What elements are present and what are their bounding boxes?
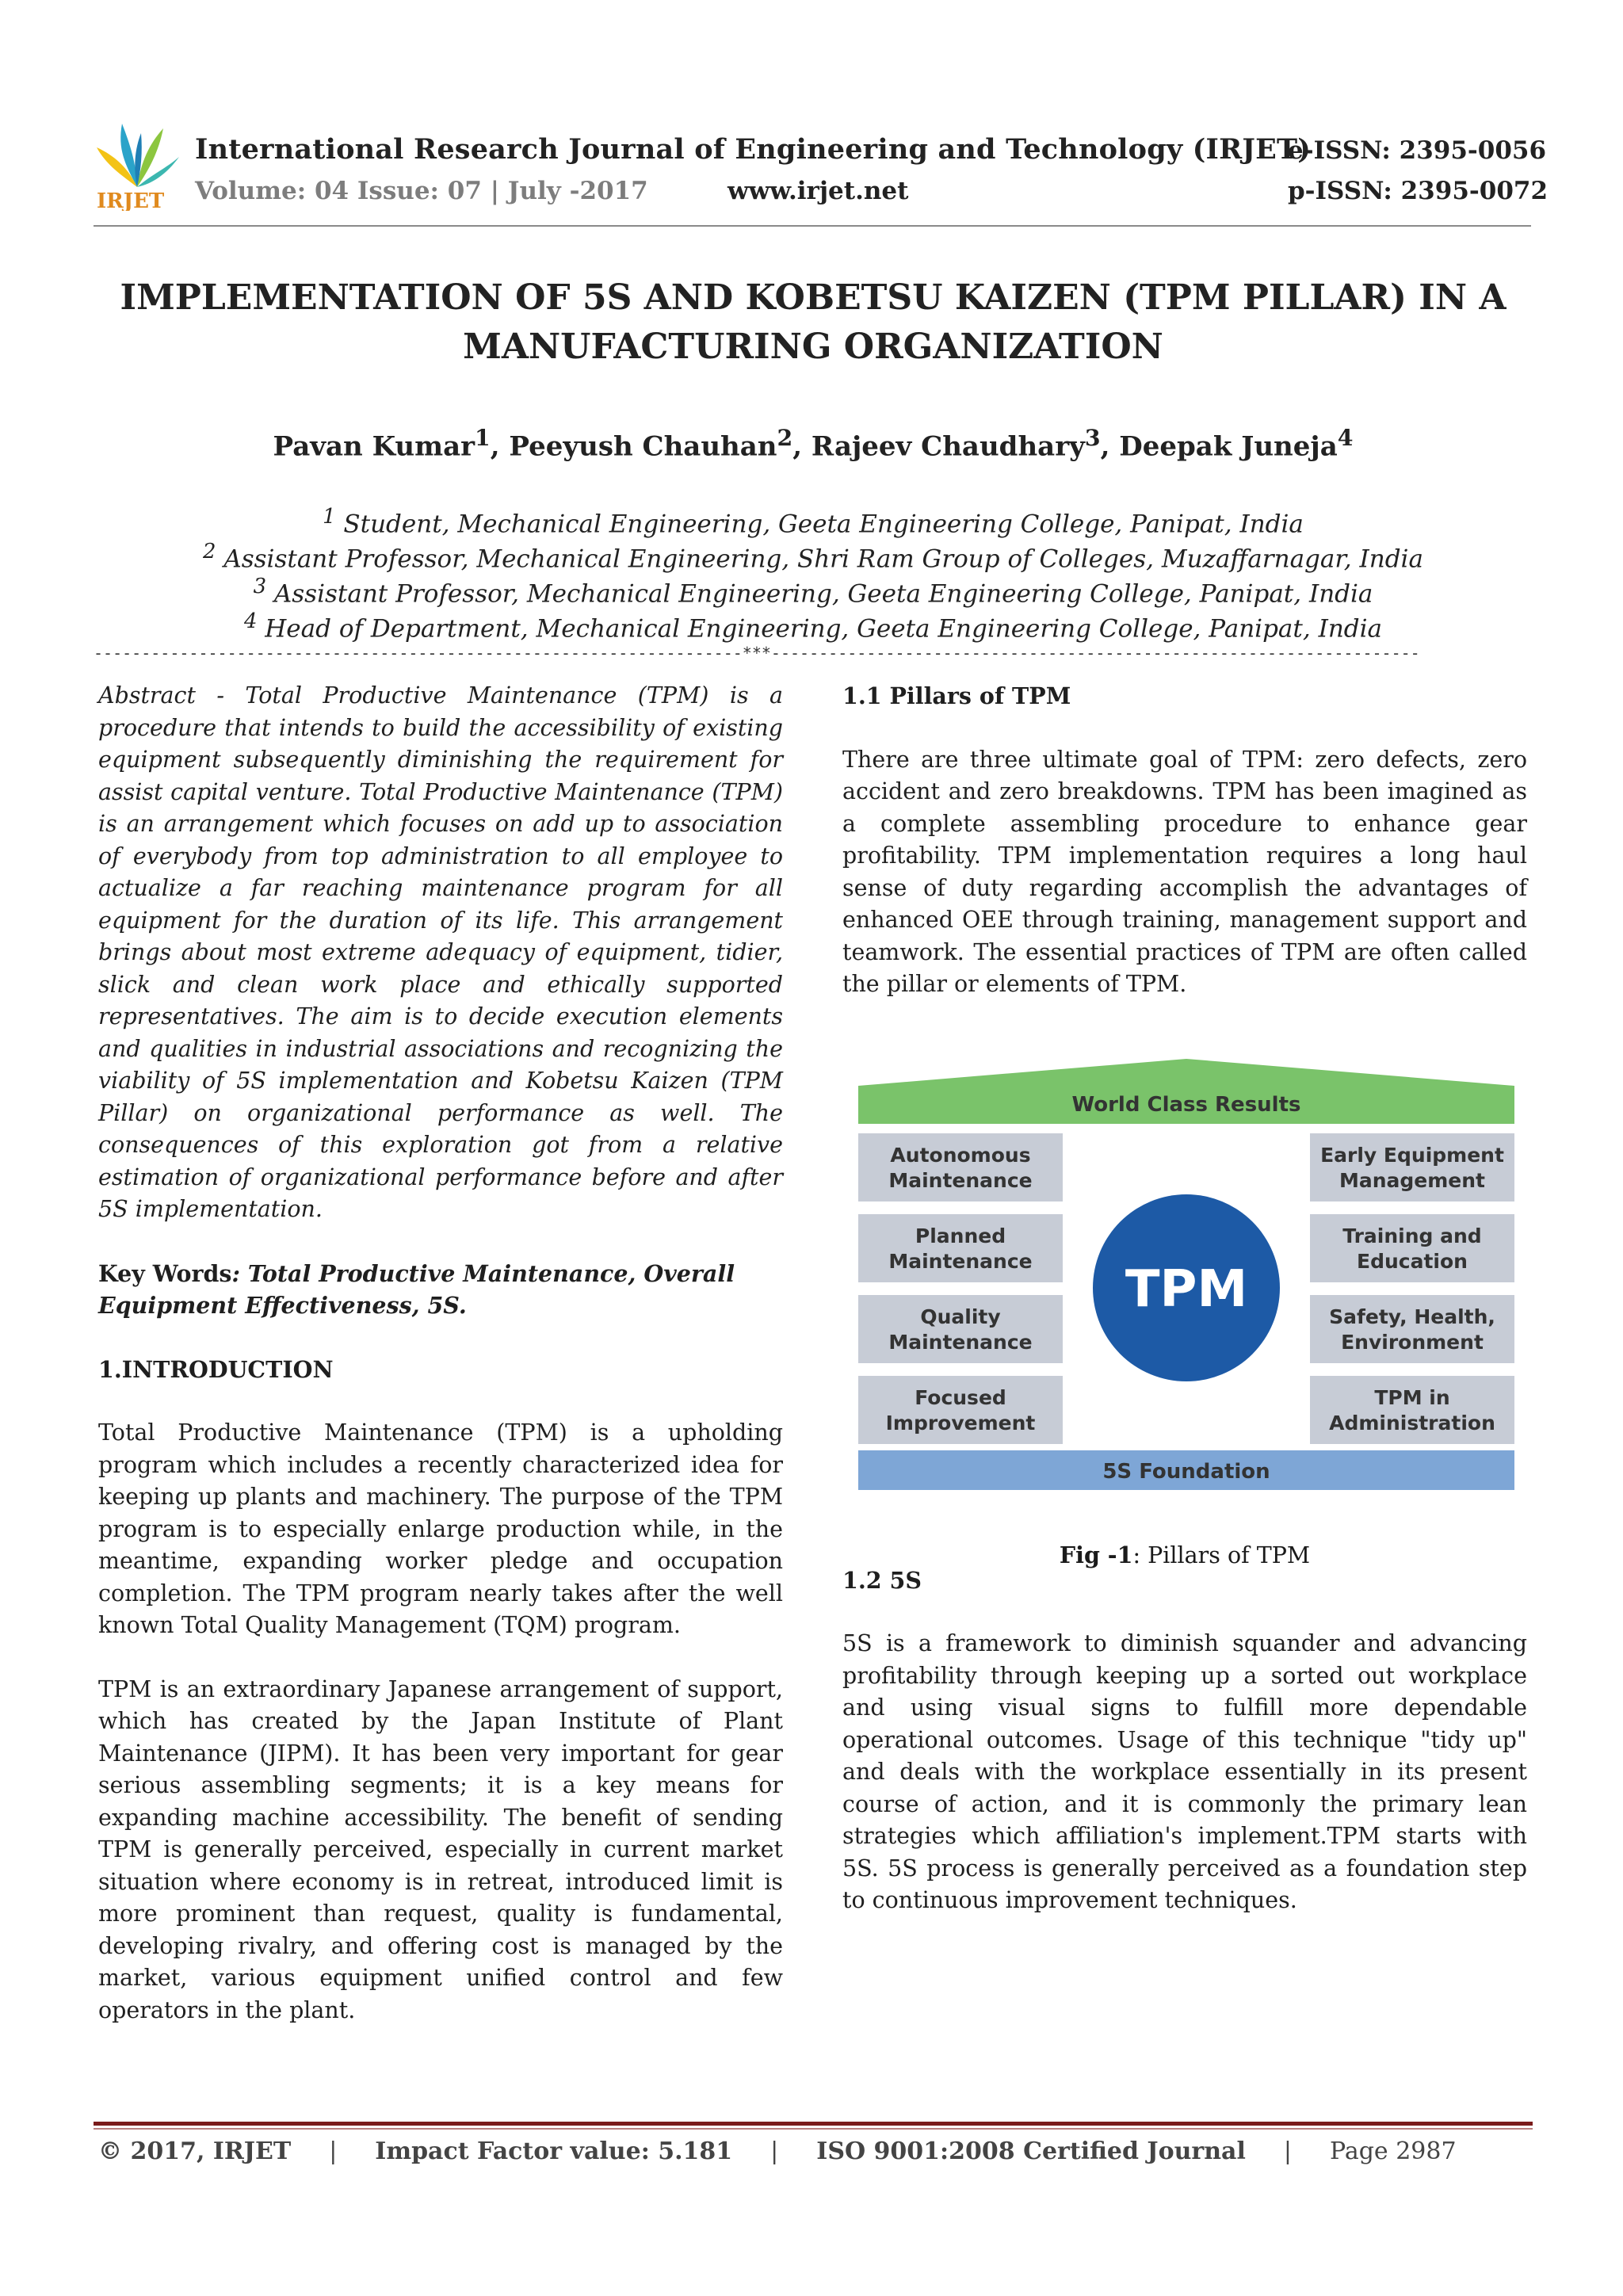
footer-rule bbox=[94, 2122, 1533, 2126]
figure-roof-label: World Class Results bbox=[1071, 1093, 1301, 1117]
paper-title bbox=[95, 273, 1531, 372]
journal-website-link[interactable]: www.irjet.net bbox=[727, 177, 909, 205]
paper-title-line-2: MANUFACTURING ORGANIZATION bbox=[463, 327, 1163, 367]
introduction-paragraph-2: TPM is an extraordinary Japanese arrangement of support, which has created by the Japan Institute of Plant Maintenance (JIPM). It has been very important for gear serious assembling segments; it is a key means for expanding machine accessibility. The benefit of sending TPM is generally perceived, especially in current market situation where economy is in retreat, introduced limit is more prominent than request, quality is fundamental, developing rivalry, and offering cost is managed by the market, various equipment unified control and few operators in the plant. bbox=[98, 1675, 783, 2023]
separator-mark: *** bbox=[742, 644, 771, 663]
affiliation bbox=[95, 540, 1531, 573]
pillar-label: Environment bbox=[1341, 1331, 1484, 1354]
issue-info: Volume: 04 Issue: 07 | July -2017 bbox=[195, 177, 648, 205]
footer-divider: | bbox=[770, 2137, 779, 2165]
five-s-paragraph: 5S is a framework to diminish squander and advancing profitability through keeping up a sorted out workplace and using visual signs to fulfill more dependable operational outcomes. Usage of this technique "tidy up" and deals with the workplace essentially in its present course of action, and it is commonly the primary lean strategies which affiliation's implement.TPM starts with 5S. 5S process is generally perceived as a foundation step to continuous improvement techniques. bbox=[842, 1630, 1527, 1913]
pillar-label: Quality bbox=[920, 1305, 1001, 1328]
author-name: Peeyush Chauhan bbox=[509, 430, 777, 463]
p-issn: p-ISSN: 2395-0072 bbox=[1288, 177, 1549, 205]
pillar-label: Education bbox=[1357, 1250, 1468, 1273]
affiliation-text: Student, Mechanical Engineering, Geeta Engineering College, Panipat, India bbox=[343, 510, 1304, 539]
figure-foundation-label: 5S Foundation bbox=[1102, 1460, 1270, 1484]
figure-caption-label: Fig -1 bbox=[1059, 1541, 1133, 1568]
figure-caption bbox=[842, 1541, 1527, 1568]
footer-divider: | bbox=[1283, 2137, 1292, 2165]
paper-title-line-1: IMPLEMENTATION OF 5S AND KOBETSU KAIZEN (TPM PILLAR) IN A bbox=[120, 277, 1507, 318]
author-name: Pavan Kumar bbox=[273, 430, 475, 463]
author-name: Deepak Juneja bbox=[1119, 430, 1338, 463]
pillar-label: Planned bbox=[915, 1224, 1006, 1247]
footer-impact-factor: Impact Factor value: 5.181 bbox=[375, 2137, 733, 2165]
affiliation-sup: 2 bbox=[203, 540, 216, 563]
pillar-label: Focused bbox=[915, 1386, 1006, 1409]
footer-page-number: Page 2987 bbox=[1330, 2137, 1457, 2165]
author-sup: 2 bbox=[777, 424, 793, 451]
pillar-label: Training and bbox=[1342, 1224, 1482, 1247]
pillar-label: Early Equipment bbox=[1320, 1144, 1504, 1167]
figure-center-label: TPM bbox=[1125, 1260, 1248, 1319]
e-issn: e-ISSN: 2395-0056 bbox=[1288, 136, 1547, 165]
affiliation-text: Head of Department, Mechanical Engineering, Geeta Engineering College, Panipat, India bbox=[265, 614, 1383, 644]
introduction-paragraph-1: Total Productive Maintenance (TPM) is a upholding program which includes a recently characterized idea for keeping up plants and machinery. The purpose of the TPM program is to especially enlarge production while, in the meantime, expanding worker pledge and occupation completion. The TPM program nearly takes after the well known Total Quality Management (TQM) program. bbox=[98, 1419, 783, 1638]
footer-divider: | bbox=[329, 2137, 338, 2165]
affiliation-sup: 4 bbox=[243, 609, 258, 633]
author-sup: 4 bbox=[1337, 424, 1354, 451]
pillar-label: Maintenance bbox=[888, 1169, 1033, 1192]
pillar-label: Management bbox=[1338, 1169, 1486, 1192]
section-heading-5s: 1.2 5S bbox=[842, 1566, 922, 1594]
pillar-label: Improvement bbox=[885, 1412, 1036, 1435]
abstract: Abstract - Total Productive Maintenance (TPM) is a procedure that intends to build the accessibility of existing equipment subsequently diminishing the requirement for assist capital venture. Total Productive Maintenance (TPM) is an arrangement which focuses on add up to association of everybody from top administration to all employee to actualize a far reaching maintenance program for all equipment for the duration of its life. This arrangement brings about most extreme adequacy of equipment, tidier, slick and clean work place and ethically supported representatives. The aim is to decide execution elements and qualities in industrial associations and recognizing the viability of 5S implementation and Kobetsu Kaizen (TPM Pillar) on organizational performance as well. The consequences of this exploration got from a relative estimation of organizational performance before and after 5S implementation. bbox=[98, 682, 783, 1222]
author-sup: 1 bbox=[475, 424, 491, 451]
affiliation-text: Assistant Professor, Mechanical Engineering, Shri Ram Group of Colleges, Muzaffarnagar, India bbox=[223, 544, 1423, 574]
journal-title: International Research Journal of Engineering and Technology (IRJET) bbox=[195, 133, 1312, 166]
author-sup: 3 bbox=[1084, 424, 1101, 451]
pillars-paragraph: There are three ultimate goal of TPM: zero defects, zero accident and zero breakdowns. TPM has been imagined as a complete assembling procedure to enhance gear profitability. TPM implementation requires a long haul sense of duty regarding accomplish the advantages of enhanced OEE through training, management support and teamwork. The essential practices of TPM are often called the pillar or elements of TPM. bbox=[842, 746, 1527, 997]
pillar-label: Maintenance bbox=[888, 1250, 1033, 1273]
left-column bbox=[98, 680, 783, 2027]
keywords bbox=[98, 1258, 783, 1322]
footer-iso: ISO 9001:2008 Certified Journal bbox=[816, 2137, 1246, 2165]
pillar-label: Administration bbox=[1329, 1412, 1495, 1435]
affiliation bbox=[95, 505, 1531, 538]
irjet-logo bbox=[94, 117, 181, 211]
affiliation bbox=[95, 609, 1531, 643]
pillar-label: Autonomous bbox=[890, 1144, 1031, 1167]
section-heading-introduction: 1.INTRODUCTION bbox=[98, 1355, 334, 1383]
section-heading-pillars: 1.1 Pillars of TPM bbox=[842, 682, 1071, 709]
affiliation-sup: 1 bbox=[323, 505, 336, 529]
page-footer bbox=[98, 2137, 1533, 2165]
header-divider bbox=[94, 225, 1531, 227]
section-separator: --------------------------------------------------------------------***-------------------------------------------------------------------- bbox=[94, 644, 1420, 663]
affiliation-text: Assistant Professor, Mechanical Engineering, Geeta Engineering College, Panipat, India bbox=[273, 579, 1373, 609]
affiliation bbox=[95, 575, 1531, 608]
tpm-pillars-figure bbox=[850, 1054, 1522, 1494]
pillar-label: Safety, Health, bbox=[1329, 1305, 1495, 1328]
logo-text: IRJET bbox=[97, 189, 165, 211]
affiliation-sup: 3 bbox=[253, 575, 267, 598]
pillar-label: TPM in bbox=[1374, 1386, 1450, 1409]
footer-rule-secondary bbox=[94, 2128, 1533, 2130]
keywords-label: Key Words bbox=[98, 1259, 232, 1287]
author-list: Pavan Kumar$^1$, Peeyush Chauhan$^2$, Rajeev Chaudhary$^3$, Deepak Juneja$^4$ bbox=[273, 424, 1354, 463]
author-name: Rajeev Chaudhary bbox=[811, 430, 1085, 463]
footer-copyright: © 2017, IRJET bbox=[98, 2137, 292, 2165]
pillar-label: Maintenance bbox=[888, 1331, 1033, 1354]
figure-caption-text: : Pillars of TPM bbox=[1132, 1542, 1311, 1568]
logo-flower-icon bbox=[97, 124, 179, 187]
keywords-text: : Total Productive Maintenance, Overall Equipment Effectiveness, 5S. bbox=[98, 1259, 735, 1319]
